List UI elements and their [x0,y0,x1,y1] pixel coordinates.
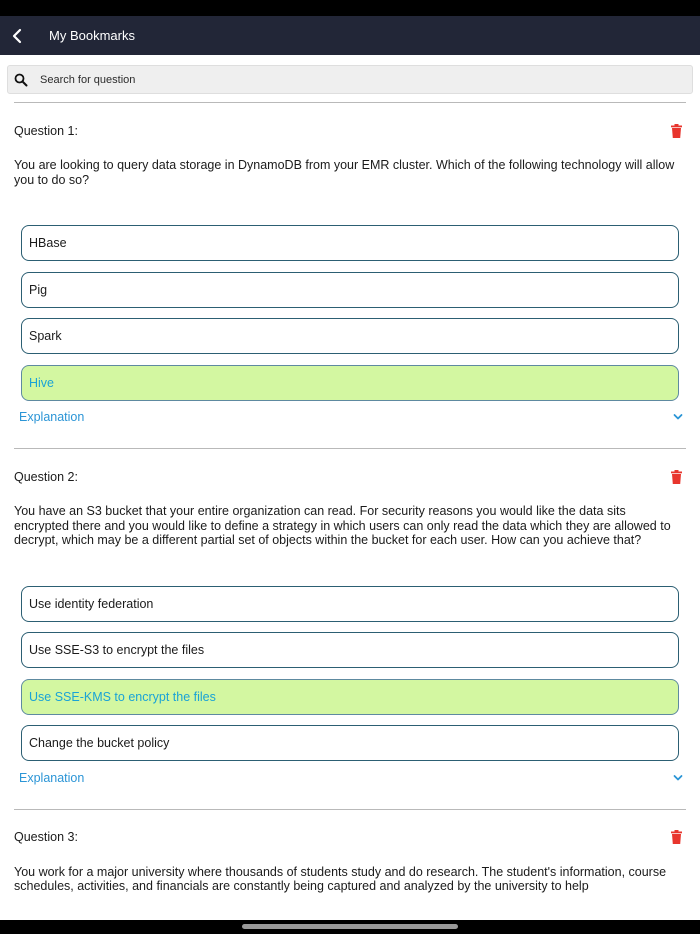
chevron-down-icon [672,772,684,784]
question-text: You have an S3 bucket that your entire organization can read. For security reasons you would like the data sits encrypted there and you would like to define a strategy in which users can only read the data which they are allowed to decrypt, which may be a different partial set of objects within the bucket for each user. How can you achieve that? [14,504,671,547]
explanation-label: Explanation [19,410,85,424]
explanation-toggle[interactable] [19,767,686,789]
question-card [14,102,686,448]
status-bar [0,0,700,16]
question-text: You work for a major university where thousands of students study and do research. The student's information, course schedules, activities, and financials are constantly being captured and analyzed by the university to help [14,864,667,893]
nav-bar [0,16,700,55]
page-title: My Bookmarks [49,28,135,43]
trash-icon [671,830,682,844]
question-title: Question 2: [14,469,78,484]
question-text: You are looking to query data storage in DynamoDB from your EMR cluster. Which of the following technology will allow you to do so? [14,158,675,187]
chevron-down-icon [672,411,684,423]
bookmarks-list[interactable] [0,102,700,920]
explanation-toggle[interactable] [19,406,686,428]
answer-option[interactable]: Use identity federation [21,586,679,622]
trash-icon [671,124,682,138]
answer-option-correct[interactable]: Use SSE-KMS to encrypt the files [21,679,679,715]
answer-option[interactable]: Change the bucket policy [21,725,679,761]
chevron-left-icon [11,28,23,44]
search-icon [14,73,28,87]
delete-bookmark-button[interactable] [668,468,684,486]
question-title: Question 3: [14,830,78,844]
answer-option[interactable]: Spark [21,318,679,354]
answer-options [14,225,686,401]
question-title: Question 1: [14,123,78,138]
search-bar[interactable] [7,65,693,94]
delete-bookmark-button[interactable] [668,122,684,140]
home-indicator[interactable] [242,924,458,929]
back-button[interactable] [0,16,34,55]
answer-option[interactable]: HBase [21,225,679,261]
question-card [14,809,686,894]
answer-option[interactable]: Use SSE-S3 to encrypt the files [21,632,679,668]
answer-options [14,586,686,762]
question-card [14,448,686,809]
explanation-label: Explanation [19,770,85,785]
answer-option-correct[interactable]: Hive [21,365,679,401]
trash-icon [671,470,682,484]
delete-bookmark-button[interactable] [668,828,684,846]
answer-option[interactable]: Pig [21,272,679,308]
search-input[interactable] [40,74,640,86]
